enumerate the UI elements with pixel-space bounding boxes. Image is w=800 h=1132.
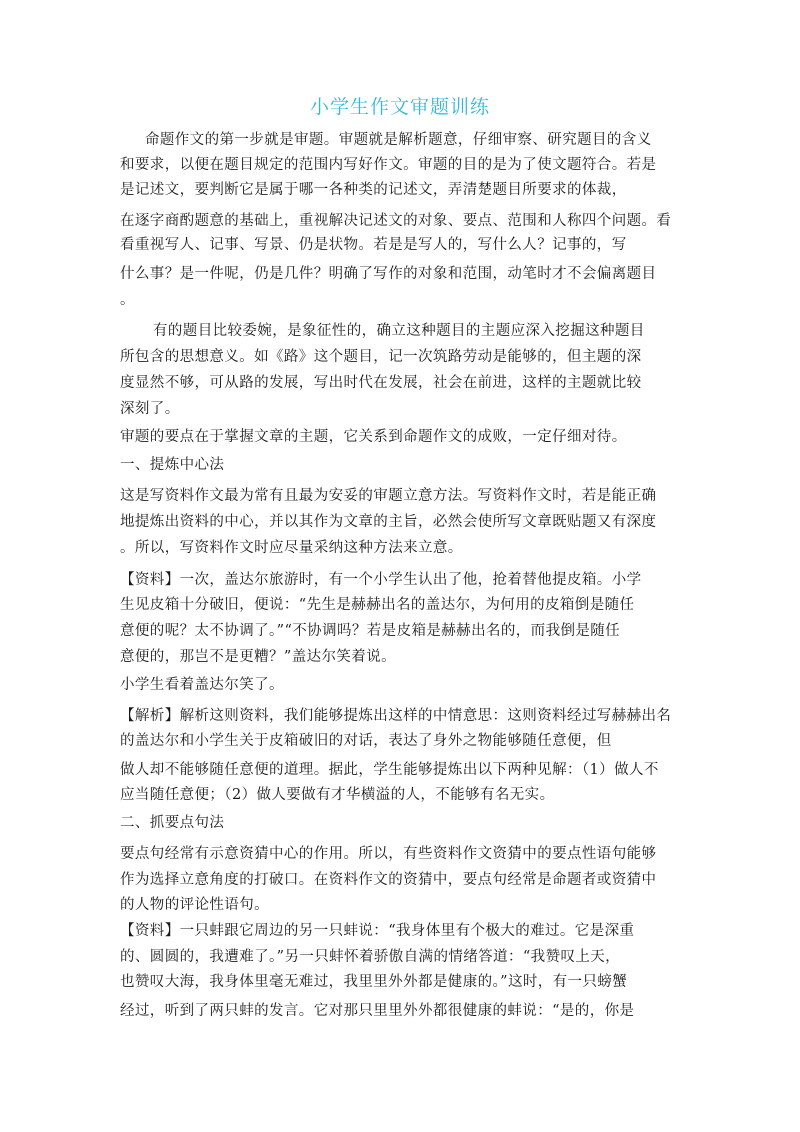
text-line: 地提炼出资料的中心，并以其作为文章的主旨，必然会使所写文章既贴题又有深度 (120, 514, 657, 530)
text-line: 在逐字商酌题意的基础上，重视解决记述文的对象、要点、范围和人称四个问题。看 (120, 213, 672, 229)
text-line: 【资料】一次，盖达尔旅游时，有一个小学生认出了他，抢着替他提皮箱。小学 (120, 572, 642, 588)
text-line: 作为选择立意角度的打破口。在资料作文的资猜中，要点句经常是命题者或资猜中 (120, 872, 657, 888)
text-line: 意便的，那岂不是更糟？”盖达尔笑着说。 (120, 649, 397, 665)
text-line: 经过，听到了两只蚌的发言。它对那只里里外外都很健康的蚌说：“是的，你是 (120, 1003, 635, 1019)
text-line: 深刻了。 (120, 401, 180, 417)
text-line: 和要求，以便在题目规定的范围内写好作文。审题的目的是为了使文题符合。若是 (120, 157, 657, 173)
section-heading: 二、抓要点句法 (120, 815, 225, 831)
page-title: 小学生作文审题训练 (309, 96, 490, 118)
text-line: 度显然不够，可从路的发展，写出时代在发展，社会在前进，这样的主题就比较 (120, 375, 642, 391)
text-line: 的盖达尔和小学生关于皮箱破旧的对话，表达了身外之物能够随任意便，但 (120, 733, 612, 749)
text-line: 的、圆圆的，我遭难了。”另一只蚌怀着骄傲自满的情绪答道：“我赞叹上天， (120, 949, 621, 965)
text-line: 这是写资料作文最为常有且最为安妥的审题立意方法。写资料作文时，若是能正确 (120, 488, 657, 504)
text-line: 是记述文，要判断它是属于哪一各种类的记述文，弄清楚题目所要求的体裁， (120, 182, 627, 198)
text-line: 所包含的思想意义。如《路》这个题目，记一次筑路劳动是能够的，但主题的深 (120, 349, 642, 365)
text-line: 。所以，写资料作文时应尽量采纳这种方法来立意。 (120, 540, 463, 556)
text-line: 应当随任意便；（2）做人要做有才华横溢的人，不能够有名无实。 (120, 787, 555, 803)
text-line: 意便的呢？太不协调了。”“不协调吗？若是皮箱是赫赫出名的，而我倒是随任 (120, 623, 621, 639)
text-line: 做人却不能够随任意便的道理。据此，学生能够提炼出以下两种见解：（1）做人不 (120, 762, 659, 778)
text-line: 也赞叹大海，我身体里毫无难过，我里里外外都是健康的。”这时，有一只螃蟹 (120, 974, 628, 990)
section-heading: 一、提炼中心法 (120, 457, 225, 473)
text-line: 生见皮箱十分破旧，便说：“先生是赫赫出名的盖达尔，为何用的皮箱倒是随任 (120, 597, 635, 613)
text-line: 【资料】一只蚌跟它周边的另一只蚌说：“我身体里有个极大的难过。它是深重 (120, 923, 635, 939)
text-line: 。 (120, 292, 135, 308)
text-line: 有的题目比较委婉，是象征性的，确立这种题目的主题应深入挖掘这种题目 (153, 323, 645, 339)
text-line: 【解析】解析这则资料，我们能够提炼出这样的中情意思：这则资料经过写赫赫出名 (120, 708, 672, 724)
text-line: 看重视写人、记事、写景、仍是状物。若是是写人的，写什么人？记事的，写 (120, 237, 627, 253)
text-line: 的人物的评论性语句。 (120, 897, 269, 913)
text-line: 命题作文的第一步就是审题。审题就是解析题意，仔细审察、研究题目的含义 (145, 132, 652, 148)
text-line: 小学生看着盖达尔笑了。 (120, 677, 284, 693)
text-line: 要点句经常有示意资猜中心的作用。所以，有些资料作文资猜中的要点性语句能够 (120, 846, 657, 862)
text-line: 审题的要点在于掌握文章的主题，它关系到命题作文的成败，一定仔细对待。 (120, 429, 627, 445)
text-line: 什么事？是一件呢，仍是几件？明确了写作的对象和范围，动笔时才不会偏离题目 (120, 266, 657, 282)
